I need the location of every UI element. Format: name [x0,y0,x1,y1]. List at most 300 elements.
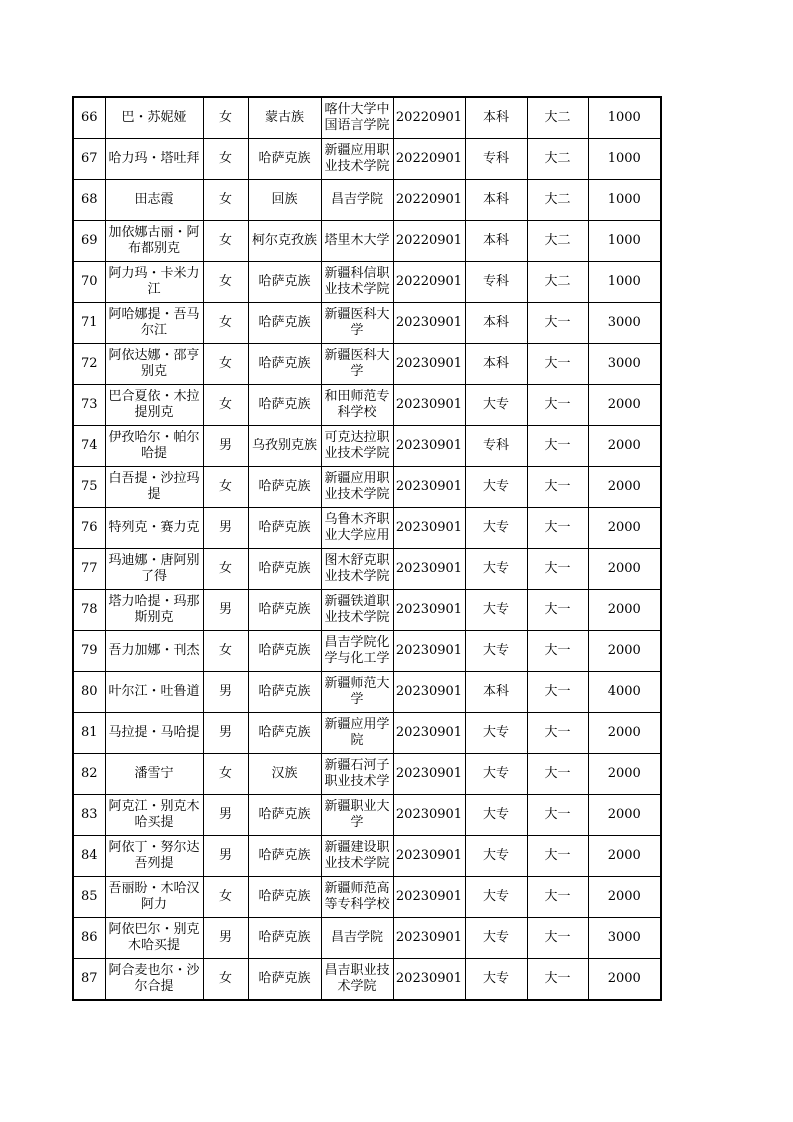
education-level-cell [465,836,527,877]
student-name-cell-text: 巴・苏妮娅 [121,110,187,125]
education-level-cell-text: 大专 [482,397,509,412]
school-cell-text: 新疆应用职业技术学院 [324,143,390,174]
gender-cell [203,426,248,467]
gender-cell-text: 男 [218,520,232,535]
gender-cell [203,303,248,344]
student-name-cell-text: 潘雪宁 [134,766,174,781]
row-number-cell-text: 80 [80,684,98,699]
student-name-cell [105,508,203,549]
aid-amount-cell-text: 2000 [607,438,641,453]
row-number-cell [73,426,105,467]
grade-cell-text: 大一 [544,971,571,986]
ethnicity-cell-text: 哈萨克族 [258,643,311,658]
student-name-cell [105,467,203,508]
gender-cell [203,549,248,590]
student-name-cell-text: 阿克江・别克木哈买提 [108,799,200,830]
aid-amount-cell-text: 4000 [607,684,641,699]
gender-cell [203,139,248,180]
row-number-cell-text: 79 [80,643,98,658]
student-name-cell [105,97,203,139]
aid-amount-cell [588,590,661,631]
row-number-cell-text: 87 [80,971,98,986]
ethnicity-cell-text: 回族 [271,192,298,207]
ethnicity-cell-text: 汉族 [271,766,298,781]
grade-cell [527,180,588,221]
education-level-cell-text: 大专 [482,602,509,617]
school-cell-text: 昌吉职业技术学院 [324,963,390,994]
education-level-cell-text: 专科 [482,274,509,289]
enrollment-date-cell-text: 20230901 [395,561,463,576]
education-level-cell-text: 本科 [482,315,509,330]
row-number-cell-text: 86 [80,930,98,945]
grade-cell-text: 大一 [544,356,571,371]
school-cell [321,262,393,303]
school-cell-text: 乌鲁木齐职业大学应用 [324,512,390,543]
school-cell [321,97,393,139]
table-row [73,549,661,590]
enrollment-date-cell-text: 20230901 [395,725,463,740]
enrollment-date-cell [393,344,465,385]
table-row [73,303,661,344]
ethnicity-cell [248,754,321,795]
education-level-cell [465,97,527,139]
enrollment-date-cell [393,713,465,754]
student-name-cell-text: 哈力玛・塔吐拜 [108,151,200,166]
education-level-cell-text: 大专 [482,807,509,822]
enrollment-date-cell [393,590,465,631]
school-cell [321,180,393,221]
enrollment-date-cell [393,180,465,221]
enrollment-date-cell-text: 20230901 [395,684,463,699]
ethnicity-cell-text: 哈萨克族 [258,356,311,371]
enrollment-date-cell-text: 20230901 [395,766,463,781]
ethnicity-cell [248,959,321,1001]
school-cell [321,795,393,836]
table-row [73,139,661,180]
enrollment-date-cell [393,959,465,1001]
student-name-cell [105,221,203,262]
ethnicity-cell [248,672,321,713]
enrollment-date-cell-text: 20230901 [395,397,463,412]
gender-cell [203,508,248,549]
student-name-cell-text: 吾力加娜・刊杰 [108,643,200,658]
ethnicity-cell [248,344,321,385]
gender-cell [203,221,248,262]
student-name-cell-text: 伊孜哈尔・帕尔哈提 [108,430,200,461]
education-level-cell-text: 本科 [482,684,509,699]
row-number-cell-text: 71 [80,315,98,330]
education-level-cell [465,754,527,795]
education-level-cell [465,385,527,426]
gender-cell [203,97,248,139]
student-name-cell [105,139,203,180]
row-number-cell [73,795,105,836]
row-number-cell [73,713,105,754]
enrollment-date-cell [393,426,465,467]
education-level-cell [465,180,527,221]
ethnicity-cell-text: 哈萨克族 [258,561,311,576]
student-name-cell [105,385,203,426]
enrollment-date-cell [393,303,465,344]
student-name-cell-text: 塔力哈提・玛那斯别克 [108,594,200,625]
row-number-cell [73,303,105,344]
table-row [73,836,661,877]
ethnicity-cell-text: 哈萨克族 [258,684,311,699]
student-name-cell-text: 阿哈娜提・吾马尔江 [108,307,200,338]
school-cell [321,631,393,672]
ethnicity-cell-text: 哈萨克族 [258,848,311,863]
school-cell [321,139,393,180]
table-row [73,713,661,754]
student-name-cell-text: 阿依达娜・邵亨别克 [108,348,200,379]
row-number-cell-text: 76 [80,520,98,535]
table-row [73,918,661,959]
row-number-cell [73,385,105,426]
row-number-cell [73,631,105,672]
grade-cell [527,918,588,959]
education-level-cell [465,262,527,303]
aid-amount-cell [588,877,661,918]
student-name-cell [105,672,203,713]
aid-amount-cell-text: 1000 [607,274,641,289]
education-level-cell [465,590,527,631]
student-name-cell-text: 特列克・赛力克 [108,520,200,535]
grade-cell [527,385,588,426]
grade-cell-text: 大一 [544,725,571,740]
education-level-cell-text: 本科 [482,110,509,125]
grade-cell [527,877,588,918]
enrollment-date-cell [393,549,465,590]
aid-amount-cell [588,385,661,426]
gender-cell-text: 女 [218,479,232,494]
enrollment-date-cell-text: 20220901 [395,192,463,207]
enrollment-date-cell-text: 20230901 [395,971,463,986]
aid-amount-cell-text: 2000 [607,807,641,822]
enrollment-date-cell-text: 20230901 [395,438,463,453]
aid-amount-cell [588,180,661,221]
grade-cell [527,713,588,754]
student-name-cell [105,713,203,754]
enrollment-date-cell-text: 20230901 [395,479,463,494]
gender-cell [203,262,248,303]
aid-amount-cell [588,918,661,959]
grade-cell [527,303,588,344]
aid-amount-cell [588,221,661,262]
education-level-cell-text: 本科 [482,192,509,207]
ethnicity-cell-text: 哈萨克族 [258,479,311,494]
school-cell-text: 昌吉学院化学与化工学 [324,635,390,666]
education-level-cell [465,467,527,508]
grade-cell [527,508,588,549]
gender-cell [203,631,248,672]
education-level-cell-text: 大专 [482,725,509,740]
school-cell [321,549,393,590]
student-name-cell-text: 阿合麦也尔・沙尔合提 [108,963,200,994]
ethnicity-cell [248,836,321,877]
aid-amount-cell-text: 1000 [607,151,641,166]
gender-cell [203,713,248,754]
gender-cell-text: 女 [218,151,232,166]
enrollment-date-cell [393,508,465,549]
grade-cell [527,590,588,631]
school-cell-text: 新疆铁道职业技术学院 [324,594,390,625]
grade-cell-text: 大一 [544,889,571,904]
row-number-cell [73,877,105,918]
school-cell [321,221,393,262]
enrollment-date-cell [393,672,465,713]
ethnicity-cell [248,139,321,180]
table-row [73,877,661,918]
student-name-cell-text: 田志霞 [134,192,174,207]
student-name-cell [105,262,203,303]
enrollment-date-cell-text: 20220901 [395,233,463,248]
enrollment-date-cell-text: 20230901 [395,930,463,945]
row-number-cell-text: 85 [80,889,98,904]
grade-cell-text: 大二 [544,274,571,289]
gender-cell-text: 女 [218,356,232,371]
row-number-cell [73,97,105,139]
grade-cell [527,631,588,672]
education-level-cell-text: 大专 [482,889,509,904]
student-name-cell-text: 阿依丁・努尔达吾列提 [108,840,200,871]
school-cell [321,754,393,795]
row-number-cell-text: 75 [80,479,98,494]
gender-cell [203,795,248,836]
row-number-cell [73,344,105,385]
enrollment-date-cell-text: 20220901 [395,110,463,125]
enrollment-date-cell-text: 20220901 [395,274,463,289]
aid-amount-cell [588,344,661,385]
table-row [73,672,661,713]
gender-cell-text: 男 [218,725,232,740]
grade-cell [527,221,588,262]
aid-amount-cell [588,795,661,836]
grade-cell-text: 大一 [544,766,571,781]
aid-amount-cell-text: 2000 [607,848,641,863]
student-name-cell-text: 马拉提・马哈提 [108,725,200,740]
student-name-cell-text: 叶尔江・吐鲁道 [108,684,200,699]
aid-amount-cell-text: 2000 [607,889,641,904]
row-number-cell [73,959,105,1001]
ethnicity-cell-text: 哈萨克族 [258,971,311,986]
education-level-cell-text: 专科 [482,151,509,166]
education-level-cell [465,221,527,262]
table-row [73,344,661,385]
school-cell [321,918,393,959]
school-cell-text: 昌吉学院 [330,192,383,207]
school-cell-text: 塔里木大学 [324,233,390,248]
education-level-cell [465,631,527,672]
table-row [73,590,661,631]
enrollment-date-cell [393,385,465,426]
school-cell-text: 新疆科信职业技术学院 [324,266,390,297]
enrollment-date-cell [393,918,465,959]
ethnicity-cell [248,508,321,549]
education-level-cell [465,959,527,1001]
student-name-cell [105,959,203,1001]
aid-amount-cell-text: 3000 [607,930,641,945]
gender-cell [203,385,248,426]
row-number-cell [73,139,105,180]
ethnicity-cell [248,590,321,631]
enrollment-date-cell-text: 20230901 [395,315,463,330]
enrollment-date-cell-text: 20230901 [395,889,463,904]
aid-amount-cell [588,303,661,344]
ethnicity-cell-text: 哈萨克族 [258,807,311,822]
table-row [73,221,661,262]
aid-amount-cell [588,713,661,754]
gender-cell [203,754,248,795]
education-level-cell-text: 大专 [482,971,509,986]
aid-amount-cell [588,139,661,180]
education-level-cell [465,426,527,467]
education-level-cell-text: 大专 [482,766,509,781]
student-name-cell [105,590,203,631]
school-cell-text: 新疆师范高等专科学校 [324,881,390,912]
gender-cell-text: 女 [218,971,232,986]
education-level-cell-text: 大专 [482,848,509,863]
school-cell [321,344,393,385]
enrollment-date-cell [393,97,465,139]
gender-cell [203,590,248,631]
ethnicity-cell [248,180,321,221]
ethnicity-cell-text: 哈萨克族 [258,151,311,166]
row-number-cell-text: 77 [80,561,98,576]
school-cell-text: 可克达拉职业技术学院 [324,430,390,461]
table-row [73,467,661,508]
gender-cell-text: 女 [218,192,232,207]
enrollment-date-cell [393,877,465,918]
row-number-cell-text: 81 [80,725,98,740]
gender-cell [203,180,248,221]
student-name-cell [105,631,203,672]
aid-amount-cell-text: 2000 [607,397,641,412]
grade-cell-text: 大一 [544,315,571,330]
aid-amount-cell-text: 1000 [607,233,641,248]
aid-amount-cell [588,754,661,795]
enrollment-date-cell-text: 20230901 [395,807,463,822]
ethnicity-cell [248,303,321,344]
row-number-cell-text: 66 [80,110,98,125]
table-row [73,97,661,139]
student-aid-table [72,96,662,1001]
ethnicity-cell [248,262,321,303]
gender-cell-text: 女 [218,397,232,412]
ethnicity-cell-text: 哈萨克族 [258,315,311,330]
grade-cell-text: 大一 [544,807,571,822]
ethnicity-cell-text: 哈萨克族 [258,725,311,740]
row-number-cell-text: 73 [80,397,98,412]
aid-amount-cell-text: 2000 [607,561,641,576]
school-cell [321,672,393,713]
aid-amount-cell-text: 3000 [607,356,641,371]
education-level-cell-text: 本科 [482,233,509,248]
grade-cell-text: 大一 [544,930,571,945]
row-number-cell [73,836,105,877]
aid-amount-cell-text: 1000 [607,110,641,125]
row-number-cell [73,508,105,549]
aid-amount-cell [588,467,661,508]
aid-amount-cell [588,262,661,303]
gender-cell [203,672,248,713]
row-number-cell [73,918,105,959]
education-level-cell [465,549,527,590]
gender-cell [203,344,248,385]
grade-cell [527,672,588,713]
row-number-cell [73,467,105,508]
aid-amount-cell [588,549,661,590]
ethnicity-cell-text: 乌孜别克族 [251,438,317,453]
education-level-cell [465,303,527,344]
enrollment-date-cell [393,836,465,877]
row-number-cell [73,262,105,303]
ethnicity-cell [248,467,321,508]
aid-amount-cell [588,508,661,549]
school-cell [321,590,393,631]
ethnicity-cell-text: 哈萨克族 [258,602,311,617]
aid-amount-cell-text: 2000 [607,520,641,535]
grade-cell [527,959,588,1001]
gender-cell-text: 女 [218,643,232,658]
aid-amount-cell [588,426,661,467]
education-level-cell [465,508,527,549]
school-cell-text: 新疆医科大学 [324,307,390,338]
ethnicity-cell-text: 蒙古族 [264,110,304,125]
grade-cell [527,426,588,467]
student-name-cell [105,754,203,795]
gender-cell-text: 男 [218,438,232,453]
row-number-cell-text: 74 [80,438,98,453]
gender-cell-text: 女 [218,561,232,576]
table-body [73,97,661,1000]
school-cell [321,426,393,467]
school-cell-text: 新疆石河子职业技术学 [324,758,390,789]
table-row [73,385,661,426]
education-level-cell-text: 大专 [482,520,509,535]
education-level-cell [465,877,527,918]
student-name-cell [105,549,203,590]
school-cell-text: 新疆应用学院 [324,717,390,748]
row-number-cell-text: 70 [80,274,98,289]
row-number-cell-text: 78 [80,602,98,617]
table-row [73,508,661,549]
table-row [73,754,661,795]
grade-cell [527,139,588,180]
school-cell [321,385,393,426]
school-cell [321,303,393,344]
gender-cell-text: 男 [218,848,232,863]
enrollment-date-cell [393,262,465,303]
school-cell-text: 昌吉学院 [330,930,383,945]
enrollment-date-cell-text: 20230901 [395,520,463,535]
student-name-cell [105,344,203,385]
enrollment-date-cell [393,139,465,180]
row-number-cell [73,590,105,631]
grade-cell-text: 大二 [544,192,571,207]
row-number-cell-text: 69 [80,233,98,248]
student-name-cell [105,303,203,344]
gender-cell [203,467,248,508]
education-level-cell-text: 专科 [482,438,509,453]
education-level-cell-text: 本科 [482,356,509,371]
school-cell-text: 新疆职业大学 [324,799,390,830]
school-cell-text: 和田师范专科学校 [324,389,390,420]
school-cell-text: 新疆师范大学 [324,676,390,707]
grade-cell-text: 大一 [544,479,571,494]
aid-amount-cell-text: 2000 [607,602,641,617]
ethnicity-cell-text: 哈萨克族 [258,889,311,904]
gender-cell-text: 女 [218,274,232,289]
